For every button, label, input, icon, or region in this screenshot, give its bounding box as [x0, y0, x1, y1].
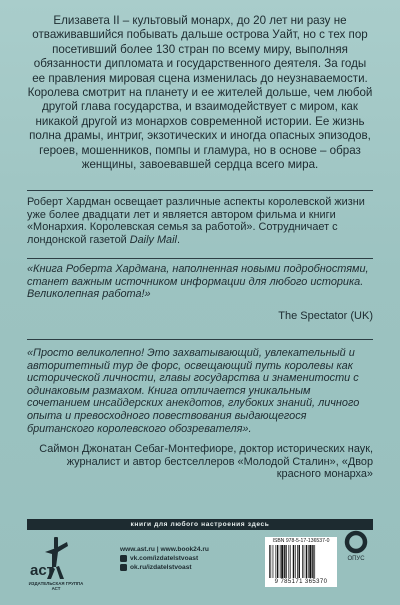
barcode-stripe: [288, 545, 289, 578]
barcode-stripe: [302, 545, 303, 578]
newspaper-name: Daily Mail: [129, 233, 177, 246]
barcode-stripe: [281, 545, 283, 578]
barcode-stripe: [273, 545, 274, 578]
ok-link[interactable]: ok.ru/izdatelstvoast: [120, 563, 260, 572]
vk-icon: [120, 555, 127, 562]
barcode-bars: [269, 545, 333, 578]
website-link[interactable]: www.ast.ru | www.book24.ru: [120, 546, 209, 553]
barcode-stripe: [299, 545, 300, 578]
barcode-stripe: [293, 545, 294, 578]
divider: [27, 339, 373, 340]
author-bio: [27, 196, 373, 246]
imprint-ring-icon: [344, 530, 368, 554]
barcode-stripe: [312, 545, 313, 578]
svg-text:аст: аст: [30, 562, 55, 579]
barcode: [265, 537, 337, 587]
divider: [27, 190, 373, 191]
review-source: Саймон Джонатан Себаг-Монтефиоре, доктор исторических наук, журналист и автор бестселлеров «Молодой Сталин», «Двор красного монарха»: [39, 443, 373, 481]
divider: [27, 258, 373, 259]
ast-logo-icon: [28, 535, 74, 581]
author-bio-end: .: [176, 233, 180, 246]
vk-link[interactable]: vk.com/izdatelstvoast: [120, 554, 260, 563]
barcode-stripe: [306, 545, 307, 578]
barcode-stripe: [280, 545, 281, 578]
barcode-stripe: [270, 545, 271, 578]
barcode-stripe: [297, 545, 298, 578]
publisher-caption: ИЗДАТЕЛЬСКАЯ ГРУППА АСТ: [28, 581, 84, 591]
barcode-stripe: [275, 545, 276, 578]
imprint-label: ОПУС: [347, 556, 365, 562]
review-quote: «Книга Роберта Хардмана, наполненная новыми подробностями, станет важным источником информации для любого историка. Великолепная работа!»: [27, 263, 369, 301]
barcode-stripe: [290, 545, 291, 578]
imprint-logo: [343, 530, 369, 570]
review-quote: «Просто великолепно! Это захватывающий, увлекательный и авторитетный тур де форс, освещающий путь королевы как исторической личности, главы государства и знаменитости с одинаковым размахом. Книга отличается уникальным сочетанием инсайдерских анекдотов, глубоких знаний, личного опыта и превосходного повествования выдающегося британского королевского обозревателя».: [27, 347, 360, 435]
barcode-stripe: [277, 545, 278, 578]
review-source: The Spectator (UK): [278, 310, 373, 322]
barcode-stripe: [309, 545, 311, 578]
barcode-stripe: [269, 545, 270, 578]
publisher-links: [120, 545, 260, 572]
isbn-number: ISBN 978-5-17-136537-0: [272, 538, 330, 544]
barcode-stripe: [284, 545, 285, 578]
publisher-logo: [28, 535, 84, 591]
barcode-stripe: [286, 545, 287, 578]
slogan-bar: книги для любого настроения здесь: [27, 519, 373, 530]
barcode-stripe: [304, 545, 305, 578]
barcode-stripe: [314, 545, 315, 578]
barcode-stripe: [308, 545, 309, 578]
barcode-number: 9 785171 365370: [274, 579, 328, 585]
author-bio-text: Роберт Хардман освещает различные аспекты королевской жизни уже более двадцати лет и является автором фильма и книги «Монархия. Королевская семья за работой». Сотрудничает с лондонской газетой: [27, 196, 365, 246]
ok-icon: [120, 564, 127, 571]
book-annotation: Елизавета II – культовый монарх, до 20 лет ни разу не отваживавшийся побывать дальше острова Уайт, но с тех пор посетивший более 130 стран по всему миру, выполняя обязанности дипломата и государственного деятеля. За годы ее правления мировая сцена изменилась до неузнаваемости. Королева смотрит на планету и ее жителей дольше, чем любой другой глава государства, и взаимодействует с миром, как никакой другой из монархов современной истории. Ее жизнь полна драмы, интриг, экзотических и иногда опасных эпизодов, героев, мошенников, помпы и гламура, но в основе – образ женщины, завоевавшей сердца всего мира.: [27, 14, 373, 172]
barcode-stripe: [295, 545, 296, 578]
